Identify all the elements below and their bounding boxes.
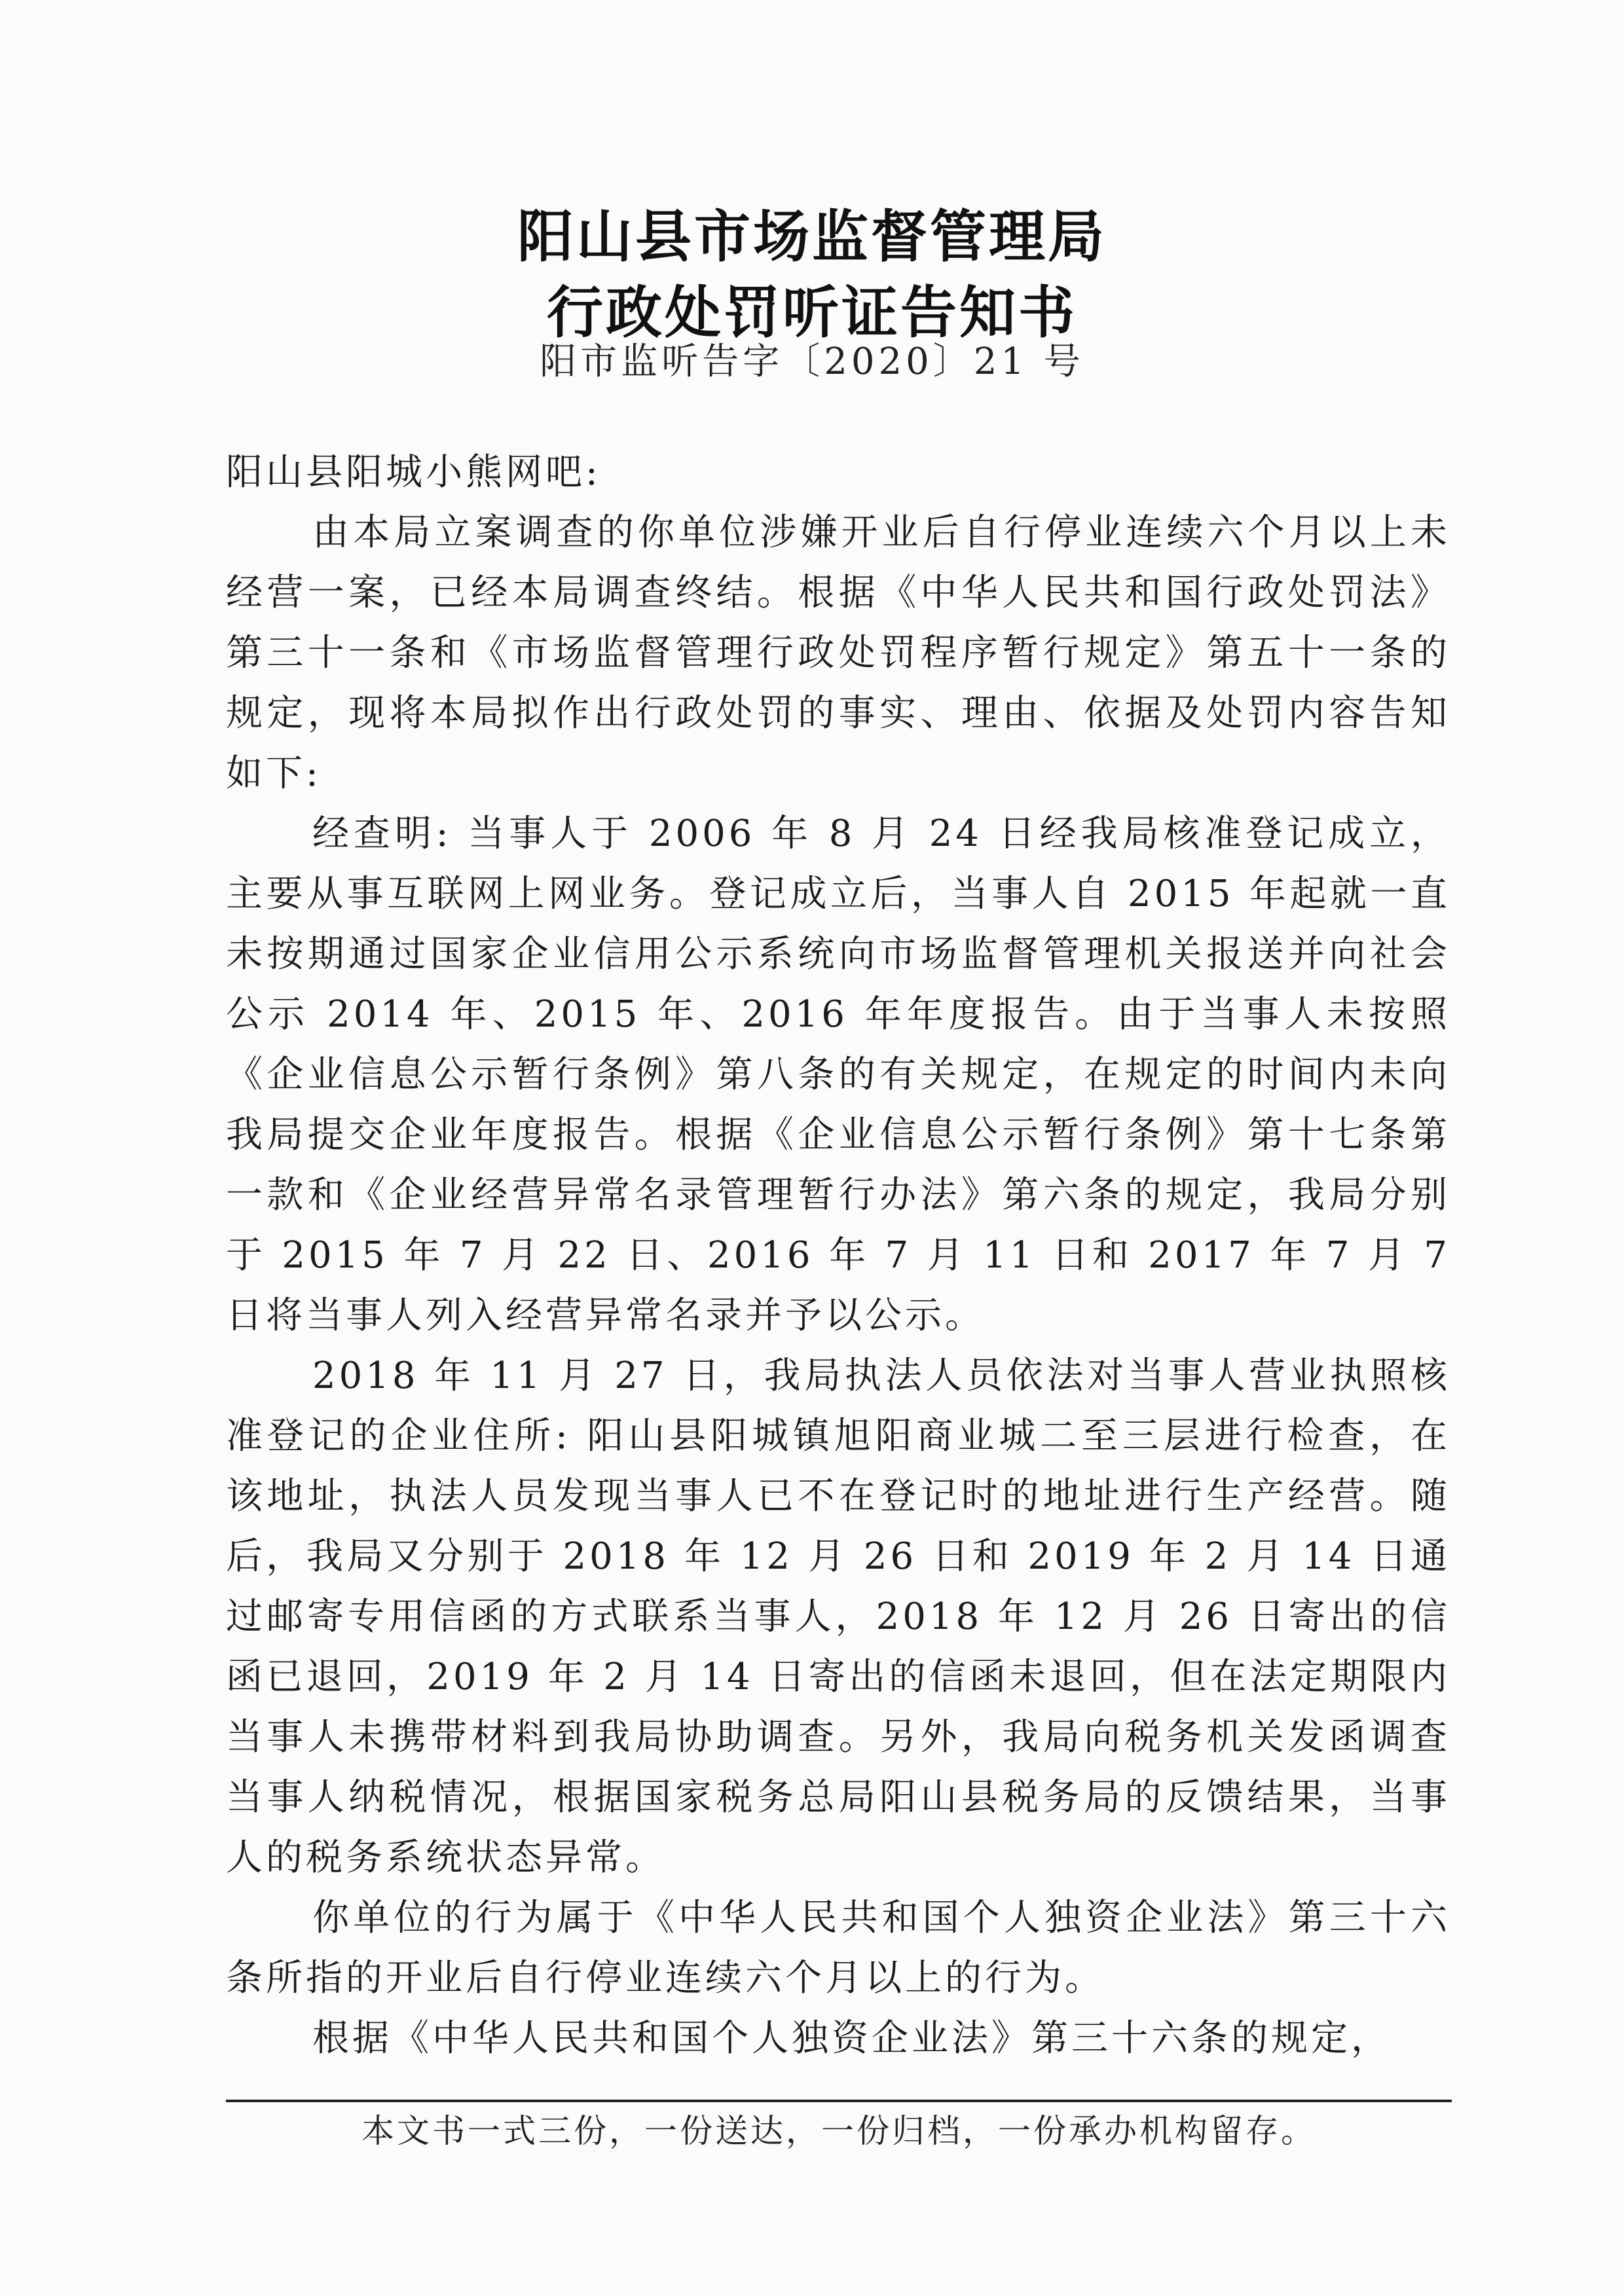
- title-line-1: 阳山县市场监督管理局: [517, 204, 1107, 270]
- document-number: 阳市监听告字〔2020〕21 号: [540, 340, 1084, 383]
- paragraph-facts: 经查明: 当事人于 2006 年 8 月 24 日经我局核准登记成立，主要从事互联网上网业务。登记成立后，当事人自 2015 年起就一直未按期通过国家企业信用公示系统向市场监督管理机关报送并向社会公示 2014 年、2015 年、2016 年年度报告。由于当事人未按照《企业信息公示暂行条例》第八条的有关规定，在规定的时间内未向我局提交企业年度报告。根据《企业信息公示暂行条例》第十七条第一款和《企业经营异常名录管理暂行办法》第六条的规定，我局分别于 2015 年 7 月 22 日、2016 年 7 月 11 日和 2017 年 7 月 7 日将当事人列入经营异常名录并予以公示。: [226, 812, 1450, 1337]
- footer-note: 本文书一式三份，一份送达，一份归档，一份承办机构留存。: [361, 2112, 1316, 2150]
- title-line-2: 行政处罚听证告知书: [547, 280, 1077, 346]
- paragraph-basis: 根据《中华人民共和国个人独资企业法》第三十六条的规定，: [312, 2017, 1391, 2060]
- document-body: [226, 443, 1450, 2069]
- paragraph-intro: 由本局立案调查的你单位涉嫌开业后自行停业连续六个月以上未经营一案，已经本局调查终结。根据《中华人民共和国行政处罚法》第三十一条和《市场监督管理行政处罚程序暂行规定》第五十一条的规定，现将本局拟作出行政处罚的事实、理由、依据及处罚内容告知如下:: [226, 511, 1450, 795]
- paragraph-inspection: 2018 年 11 月 27 日，我局执法人员依法对当事人营业执照核准登记的企业住所: 阳山县阳城镇旭阳商业城二至三层进行检查，在该地址，执法人员发现当事人已不在登记时的地址进行生产经营。随后，我局又分别于 2018 年 12 月 26 日和 2019 年 2 月 14 日通过邮寄专用信函的方式联系当事人，2018 年 12 月 26 日寄出的信函已退回，2019 年 2 月 14 日寄出的信函未退回，但在法定期限内当事人未携带材料到我局协助调查。另外，我局向税务机关发函调查当事人纳税情况，根据国家税务总局阳山县税务局的反馈结果，当事人的税务系统状态异常。: [226, 1355, 1450, 1879]
- recipient-line: 阳山县阳城小熊网吧:: [226, 451, 601, 494]
- paragraph-violation: 你单位的行为属于《中华人民共和国个人独资企业法》第三十六条所指的开业后自行停业连续六个月以上的行为。: [226, 1897, 1450, 1999]
